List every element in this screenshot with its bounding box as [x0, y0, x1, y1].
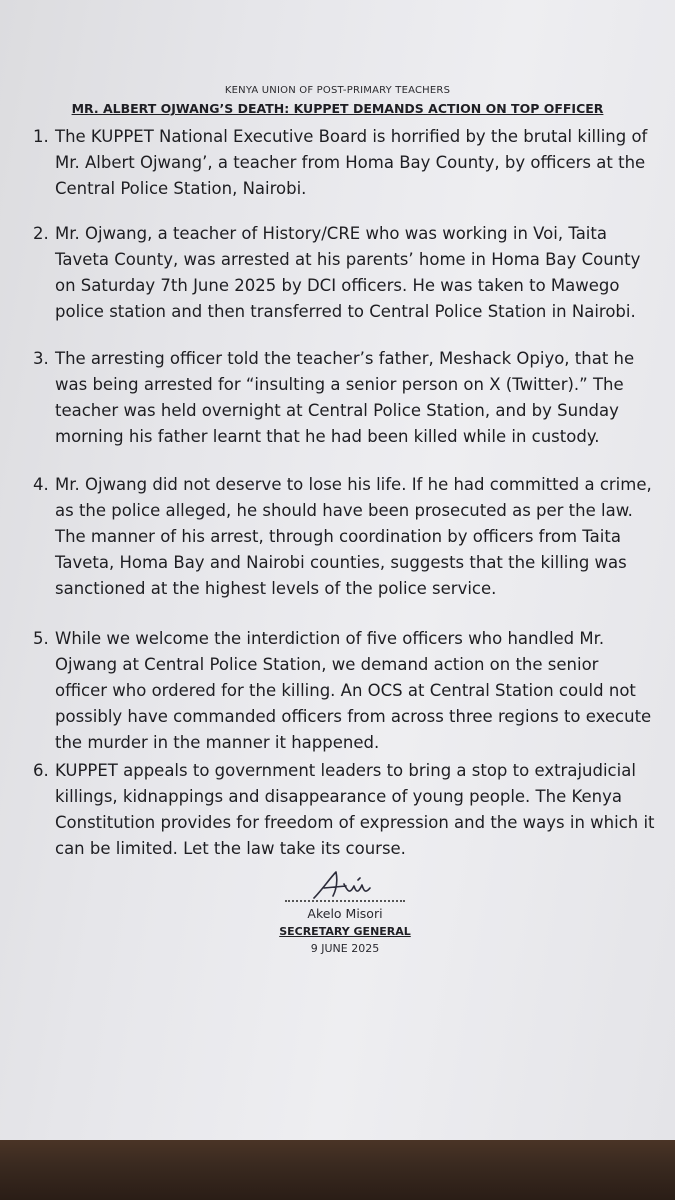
signatory-title: SECRETARY GENERAL	[279, 925, 411, 938]
document-date: 9 JUNE 2025	[310, 942, 380, 955]
table-surface	[0, 1140, 675, 1200]
item-number: 2.	[33, 224, 49, 243]
item-number: 3.	[33, 349, 49, 368]
item-number: 1.	[33, 127, 49, 146]
signatory-name: Akelo Misori	[307, 906, 383, 921]
signature-block	[225, 868, 465, 955]
item-text: KUPPET appeals to government leaders to bring a stop to extrajudicial killings, kidnappings and disappearance of young people. The Kenya Constitution provides for freedom of expression and the ways in which it can be limited. Let the law take its course.	[55, 761, 655, 858]
item-number: 6.	[33, 761, 49, 780]
item-text: The KUPPET National Executive Board is horrified by the brutal killing of Mr. Albert Ojwang’, a teacher from Homa Bay County, by officers at the Central Police Station, Nairobi.	[55, 127, 648, 198]
organization-name: KENYA UNION OF POST-PRIMARY TEACHERS	[224, 85, 451, 96]
signature-icon	[300, 868, 390, 904]
item-text: Mr. Ojwang, a teacher of History/CRE who was working in Voi, Taita Taveta County, was arrested at his parents’ home in Homa Bay County on Saturday 7th June 2025 by DCI officers. He was taken to Mawego police station and then transferred to Central Police Station in Nairobi.	[55, 224, 641, 321]
item-number: 5.	[33, 629, 49, 648]
item-text: While we welcome the interdiction of five officers who handled Mr. Ojwang at Central Police Station, we demand action on the senior officer who ordered for the killing. An OCS at Central Station could not possibly have commanded officers from across three regions to execute the murder in the manner it happened.	[55, 629, 652, 752]
item-text: The arresting officer told the teacher’s father, Meshack Opiyo, that he was being arrested for “insulting a senior person on X (Twitter).” The teacher was held overnight at Central Police Station, and by Sunday morning his father learnt that he had been killed while in custody.	[55, 349, 635, 446]
signature-line	[285, 900, 405, 902]
document-headline: MR. ALBERT OJWANG’S DEATH: KUPPET DEMANDS ACTION ON TOP OFFICER	[71, 101, 604, 116]
item-number: 4.	[33, 475, 49, 494]
item-text: Mr. Ojwang did not deserve to lose his life. If he had committed a crime, as the police alleged, he should have been prosecuted as per the law. The manner of his arrest, through coordination by officers from Taita Taveta, Homa Bay and Nairobi counties, suggests that the killing was sanctioned at the highest levels of the police service.	[55, 475, 652, 598]
